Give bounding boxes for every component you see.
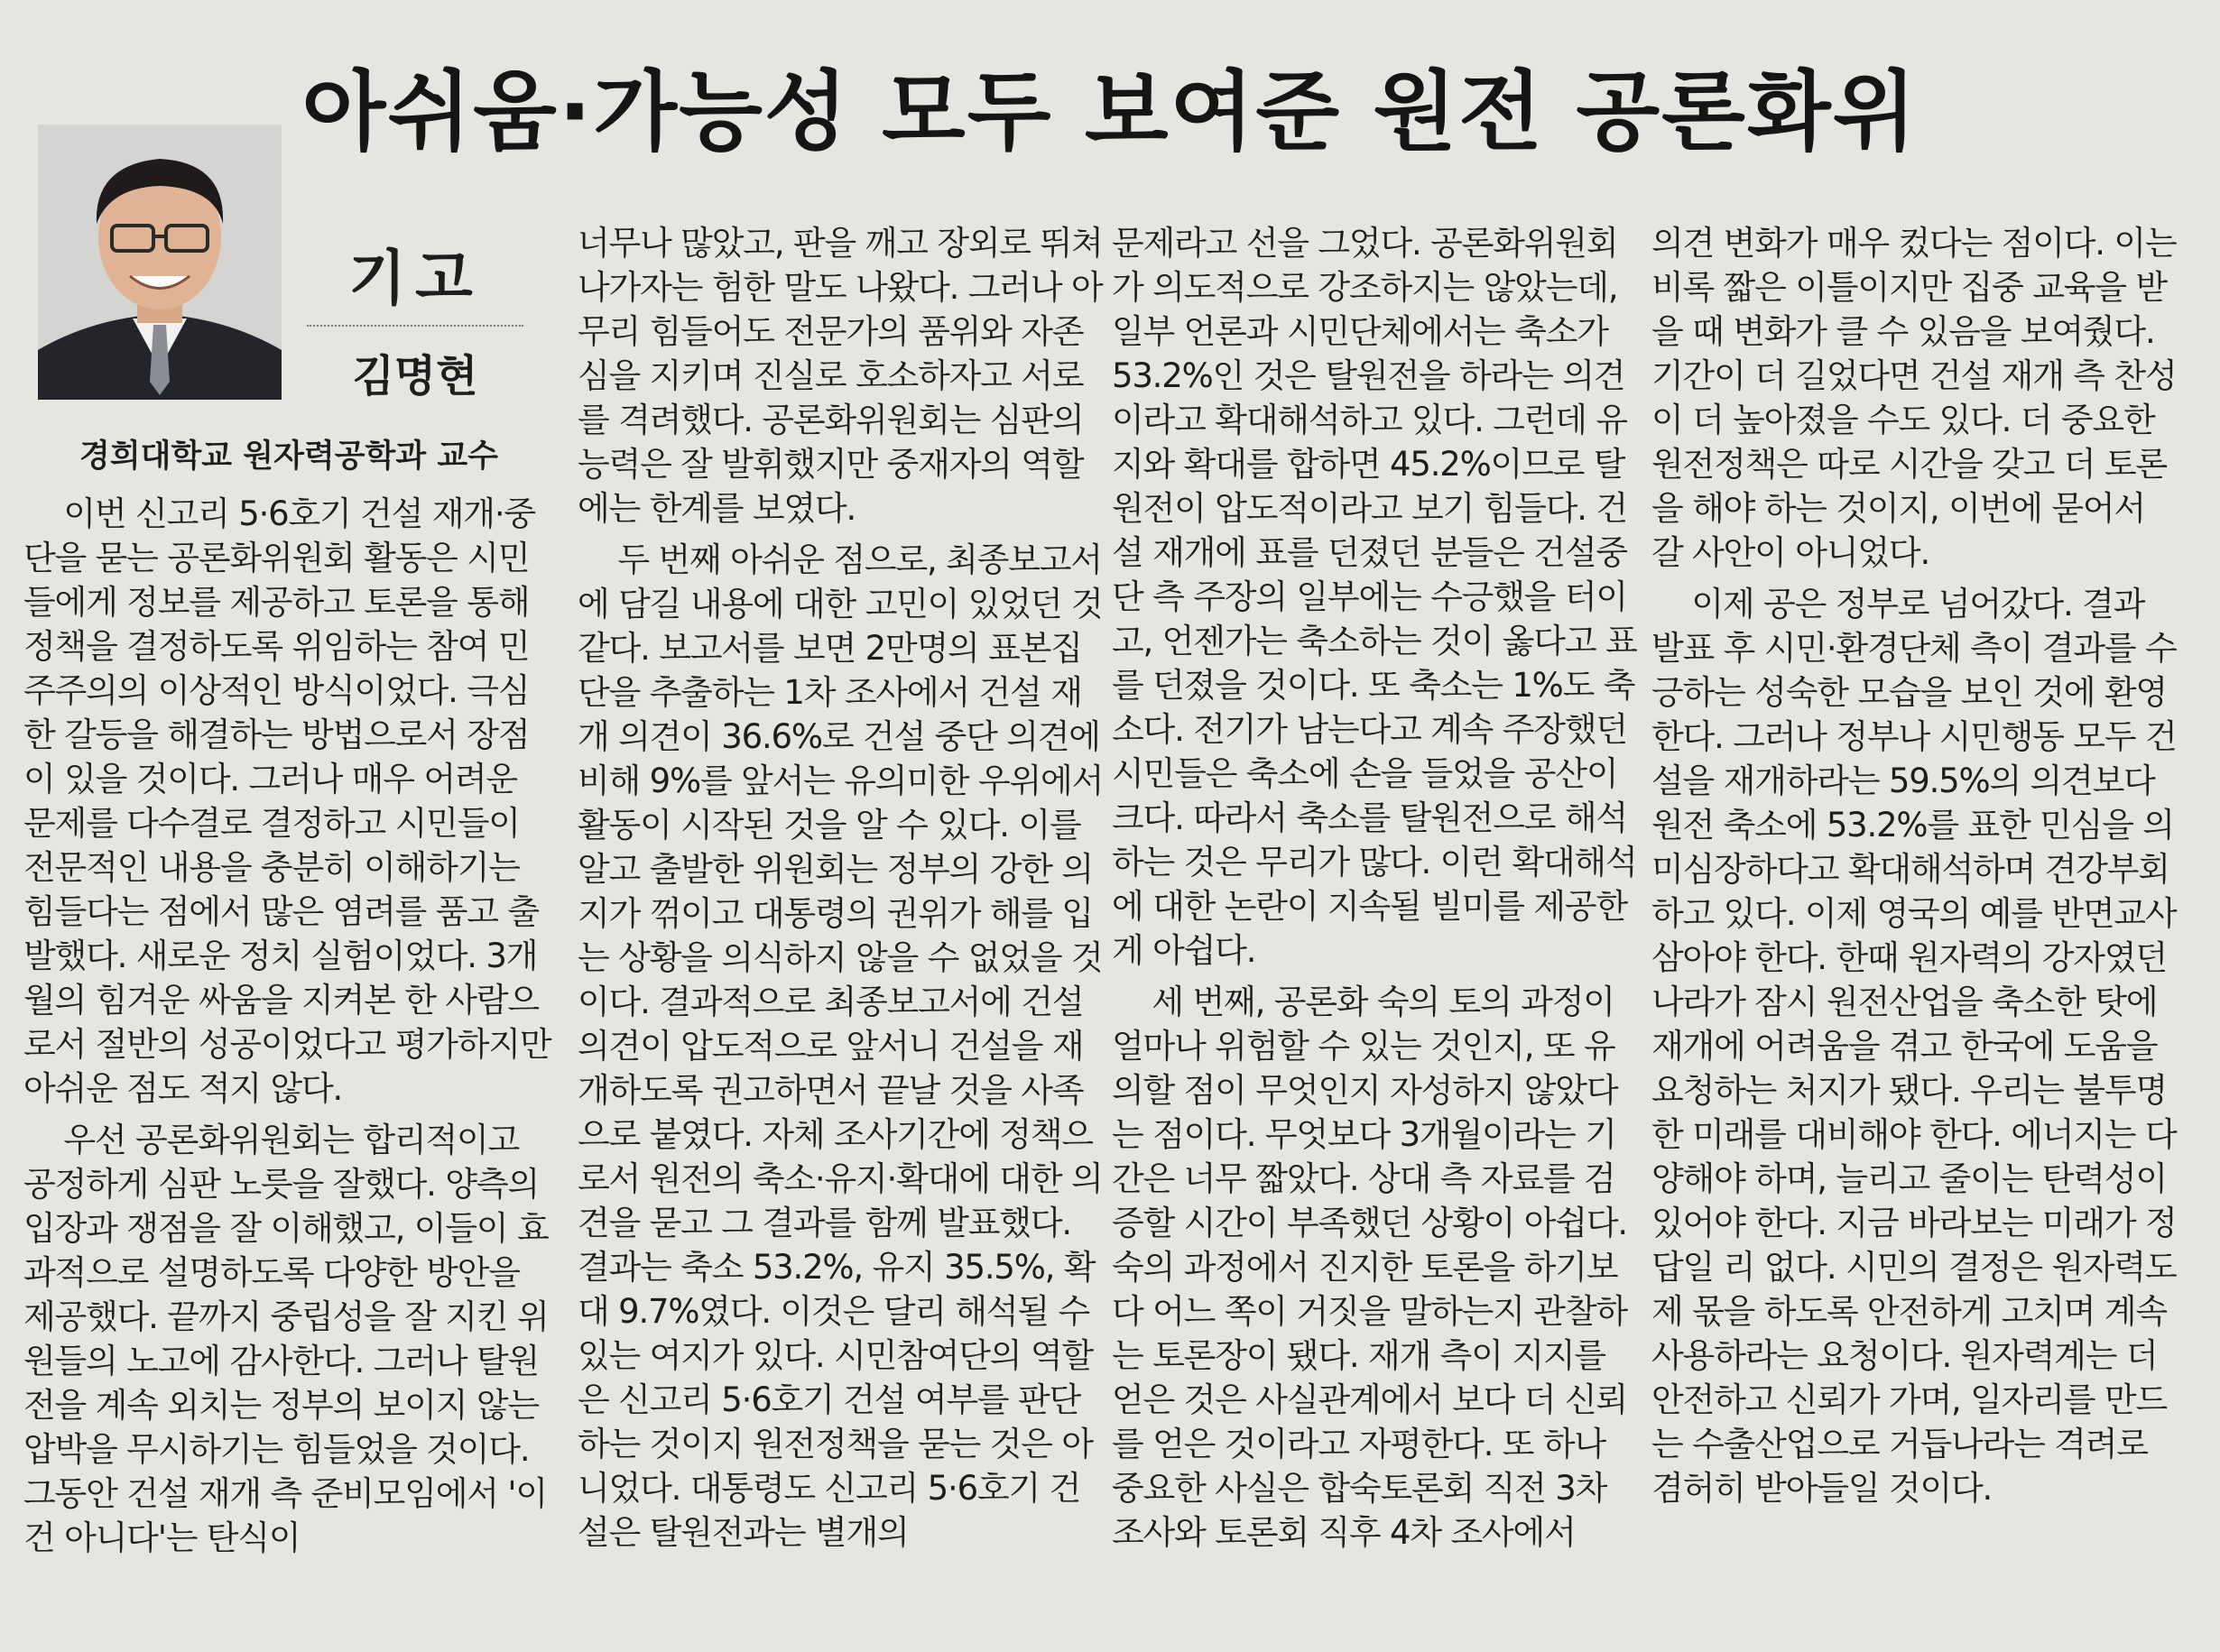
paragraph: 우선 공론화위원회는 합리적이고 공정하게 심판 노릇을 잘했다. 양측의 입장과 쟁점을 잘 이해했고, 이들이 효과적으로 설명하도록 다양한 방안을 제공했다. 끝까지 중립성을 잘 지킨 위원들의 노고에 감사한다. 그러나 탈원전을 계속 외치는 정부의 보이지 않는 압박을 무시하기는 힘들었을 것이다. 그동안 건설 재개 측 준비모임에서 '이건 아니다'는 탄식이	[23, 1121, 549, 1557]
paragraph: 문제라고 선을 그었다. 공론화위원회가 의도적으로 강조하지는 않았는데, 일부 언론과 시민단체에서는 축소가 53.2%인 것은 탈원전을 하라는 의견이라고 확대해석하고 있다. 그런데 유지와 확대를 합하면 45.2%이므로 탈원전이 압도적이라고 보기 힘들다. 건설 재개에 표를 던졌던 분들은 건설중단 측 주장의 일부에는 수긍했을 터이고, 언젠가는 축소하는 것이 옳다고 표를 던졌을 것이다. 또 축소는 1%도 축소다. 전기가 남는다고 계속 주장했던 시민들은 축소에 손을 들었을 공산이 크다. 따라서 축소를 탈원전으로 해석하는 것은 무리가 많다. 이런 확대해석에 대한 논란이 지속될 빌미를 제공한 게 아쉽다.	[1112, 224, 1637, 970]
paragraph: 너무나 많았고, 판을 깨고 장외로 뛰쳐나가자는 험한 말도 나왔다. 그러나 아무리 힘들어도 전문가의 품위와 자존심을 지키며 진실로 호소하자고 서로를 격려했다. 공론화위원회는 심판의 능력은 잘 발휘했지만 중재자의 역할에는 한계를 보였다.	[578, 224, 1103, 528]
article-column-3	[1112, 221, 1644, 1555]
paragraph: 이제 공은 정부로 넘어갔다. 결과 발표 후 시민·환경단체 측이 결과를 수긍하는 성숙한 모습을 보인 것에 환영한다. 그러나 정부나 시민행동 모두 건설을 재개하라는 59.5%의 의견보다 원전 축소에 53.2%를 표한 민심을 의미심장하다고 확대해석하며 견강부회하고 있다. 이제 영국의 예를 반면교사 삼아야 한다. 한때 원자력의 강자였던 나라가 잠시 원전산업을 축소한 탓에 재개에 어려움을 겪고 한국에 도움을 요청하는 처지가 됐다. 우리는 불투명한 미래를 대비해야 한다. 에너지는 다양해야 하며, 늘리고 줄이는 탄력성이 있어야 한다. 지금 바라보는 미래가 정답일 리 없다. 시민의 결정은 원자력도 제 몫을 하도록 안전하게 고치며 계속 사용하라는 요청이다. 원자력계는 더 안전하고 신뢰가 가며, 일자리를 만드는 수출산업으로 거듭나라는 격려로 겸허히 받아들일 것이다.	[1651, 585, 2177, 1508]
article-column-4	[1651, 221, 2184, 1510]
byline-label: 기고	[348, 244, 482, 313]
article-column-2	[578, 221, 1110, 1555]
paragraph: 이번 신고리 5·6호기 건설 재개·중단을 묻는 공론화위원회 활동은 시민들에게 정보를 제공하고 토론을 통해 정책을 결정하도록 위임하는 참여 민주주의의 이상적인 방식이었다. 극심한 갈등을 해결하는 방법으로서 장점이 있을 것이다. 그러나 매우 어려운 문제를 다수결로 결정하고 시민들이 전문적인 내용을 충분히 이해하기는 힘들다는 점에서 많은 염려를 품고 출발했다. 새로운 정치 실험이었다. 3개월의 힘겨운 싸움을 지켜본 한 사람으로서 절반의 성공이었다고 평가하지만 아쉬운 점도 적지 않다.	[23, 494, 551, 1108]
article-column-1	[23, 492, 551, 1560]
byline-affiliation: 경희대학교 원자력공학과 교수	[79, 438, 498, 475]
paragraph: 의견 변화가 매우 컸다는 점이다. 이는 비록 짧은 이틀이지만 집중 교육을 받을 때 변화가 클 수 있음을 보여줬다. 기간이 더 길었다면 건설 재개 측 찬성이 더 높아졌을 수도 있다. 더 중요한 원전정책은 따로 시간을 갖고 더 토론을 해야 하는 것이지, 이번에 묻어서 갈 사안이 아니었다.	[1651, 224, 2177, 572]
byline-divider	[307, 325, 523, 327]
paragraph: 두 번째 아쉬운 점으로, 최종보고서에 담길 내용에 대한 고민이 있었던 것 같다. 보고서를 보면 2만명의 표본집단을 추출하는 1차 조사에서 건설 재개 의견이 36.6%로 건설 중단 의견에 비해 9%를 앞서는 유의미한 우위에서 활동이 시작된 것을 알 수 있다. 이를 알고 출발한 위원회는 정부의 강한 의지가 꺾이고 대통령의 권위가 해를 입는 상황을 의식하지 않을 수 없었을 것이다. 결과적으로 최종보고서에 건설 의견이 압도적으로 앞서니 건설을 재개하도록 권고하면서 끝날 것을 사족으로 붙였다. 자체 조사기간에 정책으로서 원전의 축소·유지·확대에 대한 의견을 묻고 그 결과를 함께 발표했다. 결과는 축소 53.2%, 유지 35.5%, 확대 9.7%였다. 이것은 달리 해석될 수 있는 여지가 있다. 시민참여단의 역할은 신고리 5·6호기 건설 여부를 판단하는 것이지 원전정책을 묻는 것은 아니었다. 대통령도 신고리 5·6호기 건설은 탈원전과는 별개의	[578, 540, 1104, 1552]
headline: 아쉬움·가능성 모두 보여준 원전 공론화위	[301, 61, 1919, 162]
author-photo	[38, 125, 282, 400]
paragraph: 세 번째, 공론화 숙의 토의 과정이 얼마나 위험할 수 있는 것인지, 또 유의할 점이 무엇인지 자성하지 않았다는 점이다. 무엇보다 3개월이라는 기간은 너무 짧았다. 상대 측 자료를 검증할 시간이 부족했던 상황이 아쉽다. 숙의 과정에서 진지한 토론을 하기보다 어느 쪽이 거짓을 말하는지 관찰하는 토론장이 됐다. 재개 측이 지지를 얻은 것은 사실관계에서 보다 더 신뢰를 얻은 것이라고 자평한다. 또 하나 중요한 사실은 합숙토론회 직전 3차 조사와 토론회 직후 4차 조사에서	[1112, 983, 1627, 1552]
byline-author: 김명현	[352, 351, 478, 401]
author-portrait-image	[38, 125, 282, 400]
